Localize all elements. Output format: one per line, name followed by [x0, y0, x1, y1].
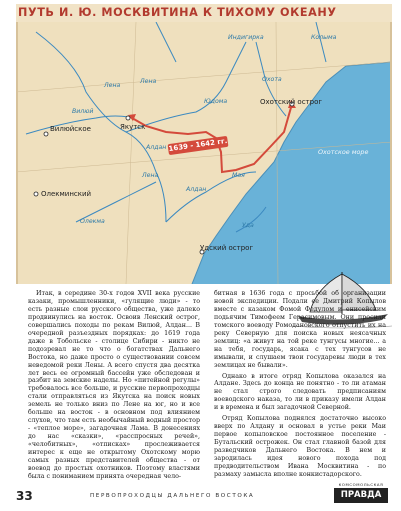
city-label: Удский острог — [200, 244, 254, 252]
article-paragraph: битная в 1636 года с просьбой об организации новой экспедиции. Подали ее Дмитрий Копылов вместе с казаком Фомой Федулом и енисейским подьячим Тимофеем Герасимовым. Они просили томского воеводу Ромодановского отпустить их на реку Северную для поиска новых неясачных землиц: «а живут на той реке тунгусы многие... а на тебя, государь, ясака с тех тунгусов не имывали, и слушаем твои государевы люди в тех землицах не бывали». — [214, 290, 386, 369]
city-label: Вилюйское — [50, 125, 91, 133]
river-label: Вилюй — [72, 108, 94, 115]
river-label: Лена — [140, 78, 157, 85]
article-paragraph: Итак, в середине 30-х годов XVII века русские казаки, промышленники, «гулящие люди» - то есть разные слои русского общества, уже далеко продвинулись на восток. Освоив Ленский острог, совершались походы по рекам Вилюй, Алдан... В очередной разъездных порядках: до 1619 года даже в Тобольске - столице Сибири - никто не подозревал не то что о богатствах Дальнего Востока, но даже просто о существовании совсем неведомой реки Лены. А всего спустя два десятка лет весь ее огромный бассейн уже обследован и разбит на земские наделы. Но «питейной регулы» требовалось все больше, и русские первопроходцы стали отправляться из Якутска на поиск новых земель не только вниз по Лене на юг, но и все больше на восток - в основном под влиянием слухов, что там есть необычайный водный простор - «теплое море», загадочная Лама. В донесениях до нас «сказки», «расспросных речей», «челобитных», «отписках» прослеживается интерес к еще не открытому Охотскому морю самых разных представителей общества - от воевод до простых охотников. Поэтому властями была с пониманием принята очередная чело- — [28, 290, 200, 480]
river-label: Алдан — [186, 186, 207, 193]
page-number: 33 — [16, 489, 33, 503]
page-title: ПУТЬ И. Ю. МОСКВИТИНА К ТИХОМУ ОКЕАНУ — [18, 6, 337, 19]
river-label: Олекма — [80, 218, 105, 225]
river-label: Лена — [142, 172, 159, 179]
article-paragraph: Однако в итоге отряд Копылова оказался на Алдане. Здесь до конца не понятно - то ли атаман не стал строго следовать предписаниям воеводского наказа, то ли в приказу имели Алдан и в времена и был загадочной Северной. — [214, 372, 386, 412]
river-label: Лена — [104, 82, 121, 89]
river-label: Индигирка — [228, 34, 264, 41]
newspaper-logo — [334, 482, 388, 503]
logo-subtitle: КОМСОМОЛЬСКАЯ — [338, 482, 384, 487]
page-header — [16, 4, 392, 24]
river-label: Мая — [232, 172, 245, 179]
article-left-column — [28, 290, 200, 481]
magazine-title: ПЕРВОПРОХОДЦЫ ДАЛЬНЕГО ВОСТОКА — [90, 493, 255, 499]
river-label: Уда — [242, 222, 254, 229]
route-date-badge: 1639 - 1642 гг. — [168, 136, 229, 155]
river-label: Юдома — [204, 98, 228, 105]
river-label: Колыма — [311, 34, 337, 41]
logo-text: ПРАВДА — [340, 490, 382, 500]
river-label: Алдан — [146, 144, 167, 151]
city-label: Охотский острог — [260, 98, 323, 106]
sea-label: Охотское море — [318, 148, 369, 156]
city-label: Олекминский — [41, 190, 92, 198]
article-right-column — [214, 290, 386, 482]
city-label: Якутск — [120, 123, 146, 131]
route-map — [16, 22, 392, 284]
page-footer — [16, 482, 392, 505]
river-label: Охота — [262, 76, 282, 83]
article-paragraph: Отряд Копылова поднялся достаточно высоко вверх по Алдану и основал в устье реки Маи первое копыловское постоянное поселение - Бутальский острожек. Он стал главной базой для разведчиков Дальнего Востока. В нем и зародилась идея нового похода под предводительством Ивана Москвитина - по размаху замысла вполне конкистадорского. — [214, 415, 386, 478]
